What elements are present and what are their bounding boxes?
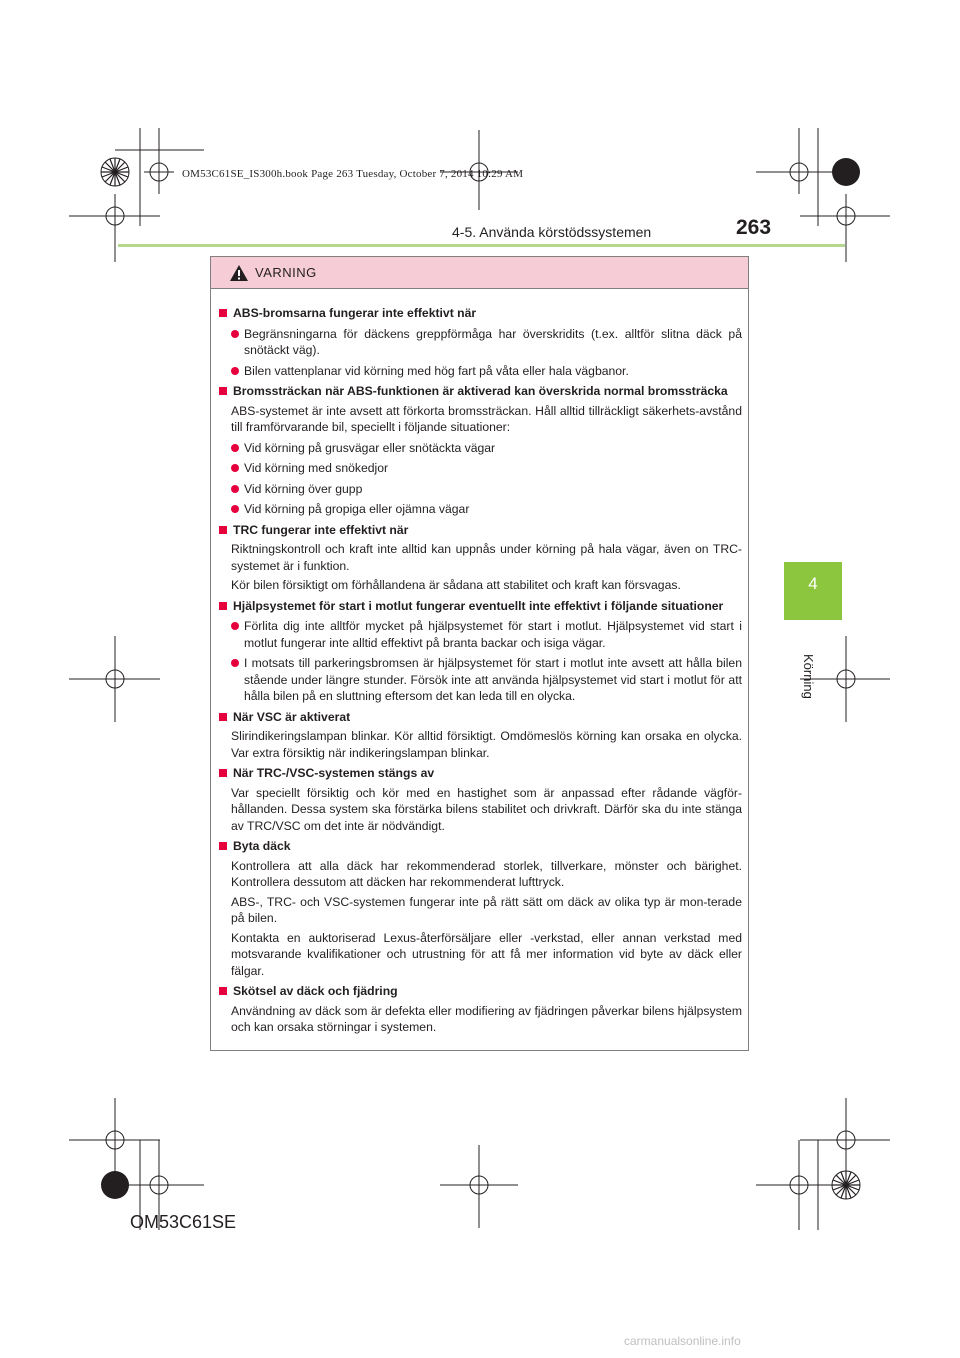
paragraph: Användning av däck som är defekta eller modifiering av fjädringen påverkar bilens hjälpsystem och kan orsaka störningar i systemen.	[231, 1003, 742, 1034]
crosshair-icon	[756, 128, 842, 194]
crosshair-icon	[756, 1140, 842, 1230]
paragraph: Kontrollera att alla däck har rekommenderad storlek, tillverkare, mönster och bärighet. Kontrollera dessutom att däcken har rekommenderat lufttryck.	[231, 858, 742, 889]
warning-section	[219, 838, 742, 979]
sunburst-mark-icon	[101, 158, 129, 186]
crosshair-icon	[800, 194, 890, 262]
warning-section-title	[219, 383, 742, 400]
header-rule	[118, 244, 845, 247]
warning-section-title	[219, 983, 742, 1000]
bullet-item	[219, 460, 742, 477]
paragraph: ABS-systemet är inte avsett att förkorta bromssträckan. Håll alltid tillräckligt säkerhets-avstånd till framförvarande bil, speciellt i följande situationer:	[231, 403, 742, 434]
bullet-text: Förlita dig inte alltför mycket på hjälpsystemet för start i motlut. Hjälpsystemet vid start i motlut fungerar inte alltid effektivt på branta backar och isiga vägar.	[244, 619, 742, 650]
warning-section-title	[219, 838, 742, 855]
square-bullet-icon	[219, 987, 227, 995]
bullet-text: I motsats till parkeringsbromsen är hjälpsystemet för start i motlut inte avsett att hålla bilen stående under längre stunder. Försök inte att använda hjälpsystemet vid start i motlut för att hålla bilen på en sluttning eftersom det kan leda till en olycka.	[244, 656, 742, 703]
section-title-text: Skötsel av däck och fjädring	[233, 984, 398, 998]
warning-section-title	[219, 598, 742, 615]
square-bullet-icon	[219, 309, 227, 317]
warning-section	[219, 383, 742, 518]
square-bullet-icon	[219, 387, 227, 395]
warning-section	[219, 709, 742, 762]
bullet-text: Vid körning på gropiga eller ojämna vägar	[244, 502, 470, 516]
warning-box	[210, 256, 749, 1051]
crosshair-icon	[115, 128, 204, 194]
warning-triangle-icon	[229, 264, 249, 282]
warning-section-title	[219, 765, 742, 782]
book-file-stamp: OM53C61SE_IS300h.book Page 263 Tuesday, October 7, 2014 10:29 AM	[182, 168, 524, 180]
round-bullet-icon	[231, 485, 239, 493]
square-bullet-icon	[219, 526, 227, 534]
warning-section	[219, 765, 742, 834]
section-title-text: Bromssträckan när ABS-funktionen är aktiverad kan överskrida normal bromssträcka	[233, 384, 728, 398]
square-bullet-icon	[219, 713, 227, 721]
watermark: carmanualsonline.info	[624, 1334, 741, 1348]
square-bullet-icon	[219, 769, 227, 777]
bullet-item	[219, 481, 742, 498]
bullet-item	[219, 618, 742, 651]
chapter-label: Körning	[801, 654, 816, 699]
paragraph: Kontakta en auktoriserad Lexus-återförsäljare eller -verkstad, eller annan verkstad med motsvarande kvalifikationer och utrustning för att få mer information vid byte av däck eller fälgar.	[231, 930, 742, 978]
bullet-item	[219, 440, 742, 457]
manual-code: OM53C61SE	[130, 1212, 237, 1232]
round-bullet-icon	[231, 622, 239, 630]
round-bullet-icon	[231, 464, 239, 472]
paragraph: Var speciellt försiktig och kör med en hastighet som är anpassad efter rådande vägför-hållanden. Dessa system ska förstärka bilens stabilitet och drivkraft. Därför ska du inte stänga av TRC/VSC om det inte är nödvändigt.	[231, 785, 742, 833]
bullet-text: Vid körning över gupp	[244, 481, 363, 496]
crosshair-icon	[440, 1145, 518, 1228]
square-bullet-icon	[219, 602, 227, 610]
warning-section-title	[219, 522, 742, 539]
section-title-text: ABS-bromsarna fungerar inte effektivt när	[233, 306, 477, 320]
paragraph: Riktningskontroll och kraft inte alltid kan uppnås under körning på hala vägar, även on TRC-systemet är i funktion.	[231, 542, 742, 573]
bullet-item	[219, 363, 742, 380]
warning-section	[219, 522, 742, 594]
crosshair-icon	[69, 194, 160, 262]
section-title-text: Hjälpsystemet för start i motlut fungerar eventuellt inte effektivt i följande situationer	[233, 598, 724, 613]
section-title-text: När TRC-/VSC-systemen stängs av	[233, 766, 435, 780]
bullet-text: Begränsningarna för däckens greppförmåga har överskridits (t.ex. alltför slitna däck på snötäckt väg).	[244, 326, 742, 357]
warning-section	[219, 305, 742, 379]
bullet-text: Vid körning på grusvägar eller snötäckta vägar	[244, 440, 496, 455]
warning-section-title	[219, 305, 742, 322]
paragraph: Kör bilen försiktigt om förhållandena är sådana att stabilitet och kraft kan försvagas.	[231, 578, 681, 592]
warning-section	[219, 983, 742, 1036]
warning-header	[211, 257, 748, 289]
warning-section	[219, 598, 742, 705]
square-bullet-icon	[219, 842, 227, 850]
round-bullet-icon	[231, 367, 239, 375]
registration-dot-icon	[832, 158, 860, 186]
chapter-number: 4	[808, 574, 818, 593]
paragraph: Slirindikeringslampan blinkar. Kör alltid försiktigt. Omdömeslös körning kan orsaka en olycka. Var extra försiktig när indikeringslampan blinkar.	[231, 729, 742, 760]
warning-section-title	[219, 709, 742, 726]
warning-title: VARNING	[255, 265, 317, 280]
round-bullet-icon	[231, 505, 239, 513]
warning-body	[211, 289, 748, 1036]
bullet-item	[219, 326, 742, 359]
sunburst-mark-icon	[832, 1171, 860, 1199]
section-title-text: TRC fungerar inte effektivt när	[233, 522, 409, 537]
page-number: 263	[736, 216, 772, 239]
registration-dot-icon	[101, 1171, 129, 1199]
section-title-text: Byta däck	[233, 839, 291, 853]
chapter-tab	[784, 562, 842, 620]
bullet-text: Vid körning med snökedjor	[244, 461, 389, 475]
round-bullet-icon	[231, 659, 239, 667]
round-bullet-icon	[231, 330, 239, 338]
section-title-text: När VSC är aktiverat	[233, 709, 351, 724]
paragraph: ABS-, TRC- och VSC-systemen fungerar inte på rätt sätt om däck av olika typ är mon-terade på bilen.	[231, 894, 742, 925]
bullet-item	[219, 501, 742, 518]
crosshair-icon	[69, 636, 160, 722]
bullet-item	[219, 655, 742, 705]
round-bullet-icon	[231, 444, 239, 452]
section-title: 4-5. Använda körstödssystemen	[452, 224, 652, 240]
bullet-text: Bilen vattenplanar vid körning med hög fart på våta eller hala vägbanor.	[244, 363, 629, 378]
